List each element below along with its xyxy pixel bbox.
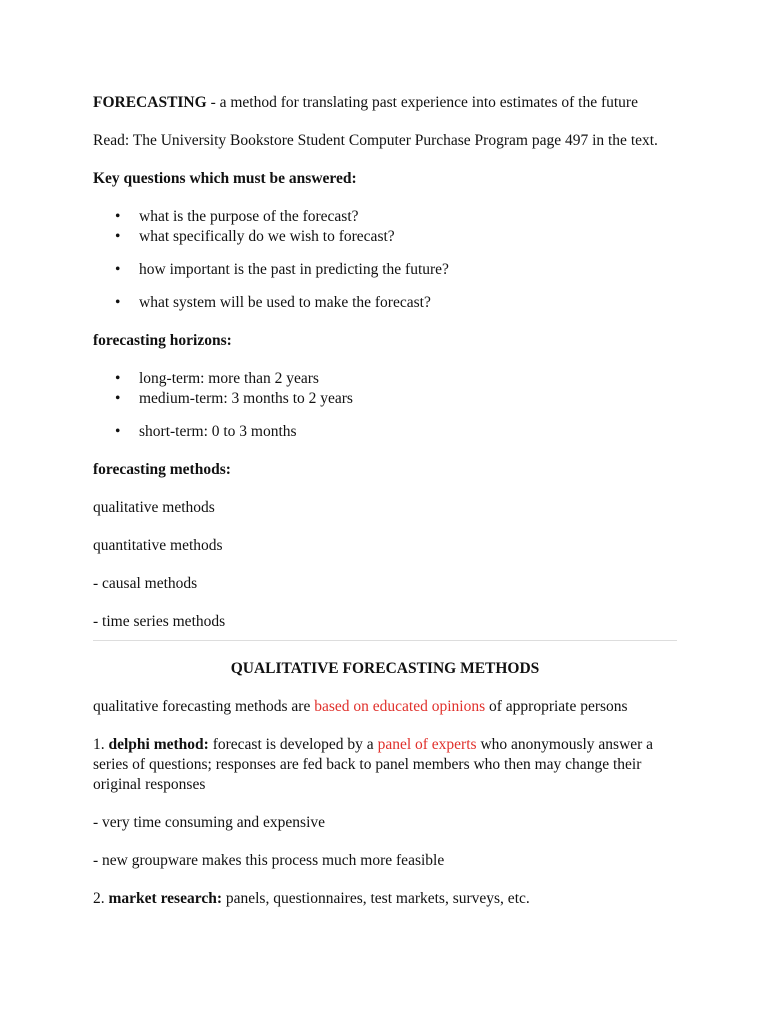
highlight-text: panel of experts	[377, 736, 477, 753]
horizons-heading: forecasting horizons:	[93, 332, 232, 349]
method-line: quantitative methods	[93, 537, 223, 554]
highlight-text: based on educated opinions	[314, 698, 486, 715]
method-line: qualitative methods	[93, 499, 215, 516]
list-item: • what specifically do we wish to forecast?	[139, 227, 677, 247]
delphi-paragraph: 1. delphi method: forecast is developed by a panel of experts who anonymously answer a series of questions; responses are fed back to panel members who then may change their original responses	[93, 736, 654, 793]
market-research-paragraph: 2. market research: panels, questionnaires, test markets, surveys, etc.	[93, 890, 530, 907]
read-assignment: Read: The University Bookstore Student Computer Purchase Program page 497 in the text.	[93, 132, 658, 149]
list-item: • how important is the past in predicting the future?	[139, 260, 677, 280]
intro-paragraph	[93, 93, 677, 113]
key-questions-list	[93, 207, 677, 313]
section-title: QUALITATIVE FORECASTING METHODS	[230, 660, 540, 677]
note-line: - very time consuming and expensive	[93, 814, 326, 831]
methods-heading: forecasting methods:	[93, 461, 231, 478]
delphi-label: delphi method:	[108, 736, 209, 753]
section-divider	[93, 640, 677, 641]
note-line: - new groupware makes this process much more feasible	[93, 852, 445, 869]
key-questions-heading: Key questions which must be answered:	[93, 170, 357, 187]
horizons-list	[93, 369, 677, 442]
method-line: - time series methods	[93, 613, 226, 630]
list-item: • medium-term: 3 months to 2 years	[139, 389, 677, 409]
list-item: • what is the purpose of the forecast?	[139, 207, 677, 227]
document-page	[93, 93, 677, 927]
forecasting-definition: - a method for translating past experience into estimates of the future	[206, 94, 638, 111]
list-item: • long-term: more than 2 years	[139, 369, 677, 389]
list-item: • what system will be used to make the forecast?	[139, 293, 677, 313]
qualitative-intro: qualitative forecasting methods are based on educated opinions of appropriate persons	[93, 698, 628, 715]
market-research-label: market research:	[108, 890, 222, 907]
list-item: • short-term: 0 to 3 months	[139, 422, 677, 442]
method-line: - causal methods	[93, 575, 198, 592]
forecasting-term: FORECASTING	[93, 94, 207, 111]
